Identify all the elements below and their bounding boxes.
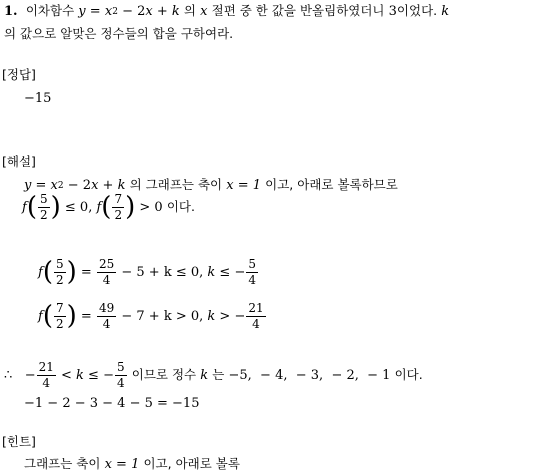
problem-text: 절편 중 한 값을 반올림하였더니 (211, 3, 385, 19)
therefore-symbol: ∴ (4, 367, 13, 383)
problem-text: 이차함수 (25, 3, 75, 19)
fraction (38, 193, 50, 221)
math-var: k (200, 367, 209, 383)
fraction-num: 21 (248, 301, 264, 315)
fraction (37, 361, 56, 389)
answer-value: −15 (24, 91, 52, 106)
math-op: = (89, 4, 101, 19)
fraction-den: 4 (252, 316, 260, 331)
math-var: k (117, 178, 126, 193)
fraction (54, 302, 66, 330)
fraction-num: 5 (248, 257, 256, 271)
problem-text: 이었다. (396, 3, 438, 19)
paren-open: ( (26, 192, 37, 223)
solution-line-2 (22, 193, 195, 221)
hint-text: 이고, 아래로 볼록 (143, 456, 240, 472)
fraction-num: 49 (98, 301, 115, 315)
fraction-num: 5 (55, 257, 64, 271)
math-op: + (102, 178, 114, 193)
paren-close: ) (125, 192, 136, 223)
fraction-num: 7 (114, 192, 123, 206)
math-var: y (78, 4, 86, 19)
fraction-den: 2 (39, 207, 48, 222)
solution-line-1: y = x 2 − 2 x + k 의 그래프는 축이 x = 1 이고, 아래로 볼록하므로 (24, 177, 398, 193)
math-op: = (80, 308, 92, 324)
math-var: x (104, 4, 113, 19)
math-op: = (35, 178, 47, 193)
problem-number: 1. (4, 4, 18, 19)
math-op: − 2 (67, 178, 92, 193)
fraction-den: 4 (42, 375, 51, 390)
math-expr: x = 1 (226, 178, 262, 193)
solution-text: 이다. (166, 198, 195, 214)
math-var: x (91, 178, 99, 193)
math-op: − 2 (122, 4, 146, 19)
hint-line (24, 458, 240, 471)
integer-values: −5, − 4, − 3, − 2, − 1 (228, 367, 391, 383)
paren-open: ( (101, 192, 112, 223)
math-var: x (50, 178, 58, 193)
fraction-num: 5 (116, 360, 125, 374)
math-op: + (156, 4, 168, 19)
solution-text: 의 그래프는 축이 (129, 177, 223, 193)
math-expr: k > − (207, 308, 246, 324)
math-expr: k ≤ − (207, 264, 246, 280)
math-var: k (441, 4, 450, 19)
paren-close: ) (66, 301, 77, 332)
solution-text: 이다. (394, 366, 423, 382)
fraction-num: 7 (55, 301, 64, 315)
paren-close: ) (50, 192, 61, 223)
fraction-num: 21 (38, 360, 54, 374)
math-expr: − 5 + k ≤ 0, (121, 264, 204, 280)
hint-label: [힌트] (2, 434, 36, 449)
math-var: f (38, 308, 43, 324)
paren-open: ( (42, 257, 53, 288)
problem-line-1: 1. 이차함수 y = x 2 − 2 x + k 의 x 절편 중 한 값을 반올림하였더니 3 이었다. k (4, 3, 450, 19)
solution-text: 이고, 아래로 볼록하므로 (265, 177, 398, 193)
math-var: x (200, 4, 208, 19)
math-op: ≤ 0, (64, 199, 93, 215)
math-number: 3 (388, 4, 397, 19)
paren-open: ( (42, 301, 53, 332)
math-var: f (22, 199, 27, 215)
fraction (115, 361, 127, 389)
sum-line: −1 − 2 − 3 − 4 − 5 = −15 (24, 396, 200, 411)
paren-close: ) (66, 257, 77, 288)
solution-text: 는 (212, 366, 225, 382)
fraction-den: 4 (102, 272, 111, 287)
math-var: f (96, 199, 102, 215)
fraction (246, 258, 258, 286)
math-var: f (38, 264, 43, 280)
fraction-den: 2 (55, 316, 64, 331)
fraction (112, 193, 124, 221)
problem-line-2: 의 값으로 알맞은 정수들의 합을 구하여라. (4, 26, 234, 41)
fraction-den: 2 (114, 207, 123, 222)
math-var: x (145, 4, 153, 19)
equation-2 (38, 302, 267, 330)
fraction-num: 25 (98, 257, 115, 271)
math-op: = (80, 264, 92, 280)
fraction-den: 2 (55, 272, 64, 287)
fraction (97, 302, 116, 330)
fraction-den: 4 (102, 316, 111, 331)
answer-label: [정답] (2, 67, 36, 82)
math-expr: < k ≤ − (61, 367, 114, 383)
hint-text: 그래프는 축이 (24, 456, 101, 472)
math-expr: − 7 + k > 0, (121, 308, 204, 324)
conclusion-line (4, 361, 423, 389)
fraction (54, 258, 66, 286)
fraction (97, 258, 116, 286)
solution-label: [해설] (2, 154, 36, 169)
math-var: k (171, 4, 180, 19)
problem-text: 의 (183, 3, 196, 19)
math-op: > 0 (139, 199, 163, 215)
solution-text: 이므로 정수 (131, 366, 197, 382)
math-op: − (24, 367, 36, 383)
fraction-den: 4 (248, 272, 256, 287)
equation-1 (38, 258, 259, 286)
fraction-den: 4 (116, 375, 125, 390)
math-var: y (24, 178, 32, 193)
fraction (246, 302, 265, 330)
math-expr: x = 1 (104, 457, 140, 472)
fraction-num: 5 (39, 192, 48, 206)
